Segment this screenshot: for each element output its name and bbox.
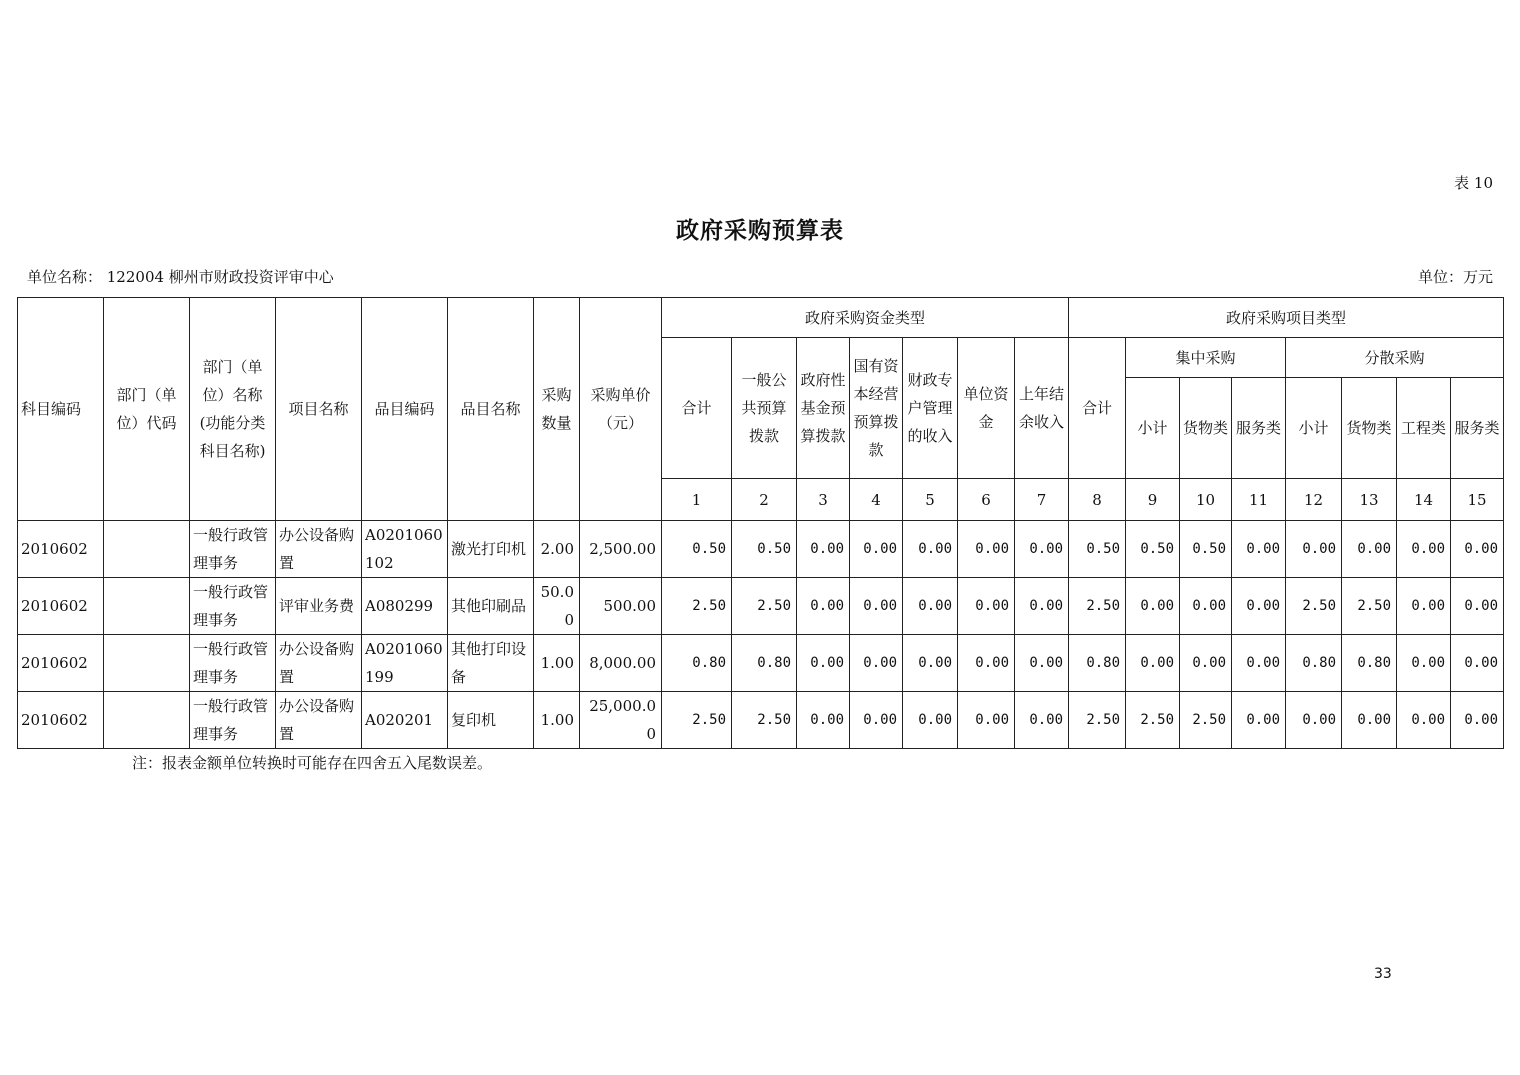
footnote: 注：报表金额单位转换时可能存在四舍五入尾数误差。 [132,754,493,772]
cell-amount: 2.50 [1342,578,1397,635]
cell-project-name: 办公设备购置 [276,521,362,578]
cell-quantity: 2.00 [534,521,580,578]
header-centralized-goods: 货物类 [1180,378,1232,479]
cell-amount: 0.00 [797,521,850,578]
column-number: 5 [903,479,958,521]
cell-amount: 2.50 [1286,578,1342,635]
cell-amount: 0.00 [1451,521,1504,578]
cell-dept-code [104,578,190,635]
header-decentralized-services: 服务类 [1451,378,1504,479]
header-gov-fund: 政府性基金预算拨款 [797,338,850,479]
cell-amount: 0.00 [797,635,850,692]
header-decentralized-subtotal: 小计 [1286,378,1342,479]
cell-amount: 0.00 [1232,692,1286,749]
page-number: 33 [1374,966,1392,982]
cell-subject-code: 2010602 [18,521,104,578]
cell-amount: 2.50 [1069,578,1126,635]
cell-amount: 0.00 [1342,692,1397,749]
cell-item-name: 其他印刷品 [448,578,534,635]
column-number: 2 [732,479,797,521]
cell-dept-name: 一般行政管理事务 [190,635,276,692]
cell-subject-code: 2010602 [18,635,104,692]
header-subject-code: 科目编码 [18,298,104,521]
cell-amount: 0.00 [1286,692,1342,749]
cell-subject-code: 2010602 [18,692,104,749]
cell-amount: 2.50 [732,578,797,635]
cell-amount: 0.80 [1342,635,1397,692]
cell-quantity: 1.00 [534,635,580,692]
cell-item-code: A0201060102 [362,521,448,578]
header-prior-balance: 上年结余收入 [1015,338,1069,479]
cell-amount: 2.50 [662,578,732,635]
cell-item-code: A0201060199 [362,635,448,692]
column-number: 6 [958,479,1015,521]
cell-item-code: A080299 [362,578,448,635]
cell-dept-name: 一般行政管理事务 [190,578,276,635]
header-unit-price: 采购单价（元） [580,298,662,521]
cell-item-code: A020201 [362,692,448,749]
cell-amount: 0.00 [1126,578,1180,635]
column-number: 8 [1069,479,1126,521]
cell-amount: 0.50 [662,521,732,578]
cell-amount: 2.50 [1180,692,1232,749]
header-dept-code: 部门（单位）代码 [104,298,190,521]
cell-unit-price: 500.00 [580,578,662,635]
cell-amount: 0.00 [903,635,958,692]
cell-amount: 0.50 [1126,521,1180,578]
cell-unit-price: 25,000.00 [580,692,662,749]
header-project-name: 项目名称 [276,298,362,521]
cell-amount: 0.00 [903,692,958,749]
cell-amount: 0.00 [958,635,1015,692]
column-number: 12 [1286,479,1342,521]
cell-dept-code [104,635,190,692]
header-fund-type-group: 政府采购资金类型 [662,298,1069,338]
header-centralized: 集中采购 [1126,338,1286,378]
cell-amount: 0.00 [1451,635,1504,692]
column-number: 15 [1451,479,1504,521]
cell-amount: 0.80 [1069,635,1126,692]
cell-amount: 0.00 [958,692,1015,749]
header-unit-funds: 单位资金 [958,338,1015,479]
table-number: 表 10 [1454,174,1493,192]
column-number: 3 [797,479,850,521]
cell-dept-name: 一般行政管理事务 [190,521,276,578]
cell-amount: 2.50 [732,692,797,749]
column-number: 4 [850,479,903,521]
cell-amount: 0.00 [797,578,850,635]
header-centralized-subtotal: 小计 [1126,378,1180,479]
cell-quantity: 1.00 [534,692,580,749]
cell-amount: 0.00 [1232,521,1286,578]
cell-amount: 0.00 [1180,635,1232,692]
cell-amount: 0.00 [1397,635,1451,692]
cell-amount: 0.00 [1286,521,1342,578]
header-project-total: 合计 [1069,338,1126,479]
cell-amount: 0.00 [1397,578,1451,635]
cell-amount: 0.00 [850,635,903,692]
column-number: 1 [662,479,732,521]
cell-item-name: 其他打印设备 [448,635,534,692]
cell-item-name: 复印机 [448,692,534,749]
cell-dept-code [104,521,190,578]
cell-amount: 0.00 [850,578,903,635]
header-dept-name: 部门（单位）名称(功能分类科目名称) [190,298,276,521]
cell-amount: 0.00 [958,578,1015,635]
cell-amount: 0.00 [1015,692,1069,749]
document-title: 政府采购预算表 [676,217,844,244]
column-number: 9 [1126,479,1180,521]
cell-amount: 0.00 [1451,578,1504,635]
header-general-public: 一般公共预算拨款 [732,338,797,479]
cell-amount: 0.00 [1397,692,1451,749]
table-row [18,692,1504,749]
header-decentralized-works: 工程类 [1397,378,1451,479]
cell-dept-name: 一般行政管理事务 [190,692,276,749]
cell-amount: 0.80 [732,635,797,692]
cell-amount: 0.00 [850,692,903,749]
procurement-budget-table [17,297,1504,749]
cell-amount: 0.00 [1232,578,1286,635]
cell-amount: 0.80 [662,635,732,692]
column-number: 14 [1397,479,1451,521]
header-special-account: 财政专户管理的收入 [903,338,958,479]
cell-amount: 0.00 [797,692,850,749]
table-row [18,521,1504,578]
cell-amount: 0.00 [903,578,958,635]
cell-amount: 0.00 [958,521,1015,578]
cell-unit-price: 8,000.00 [580,635,662,692]
header-decentralized-goods: 货物类 [1342,378,1397,479]
cell-amount: 0.00 [1180,578,1232,635]
cell-subject-code: 2010602 [18,578,104,635]
cell-amount: 0.00 [850,521,903,578]
cell-amount: 0.00 [1451,692,1504,749]
header-state-capital: 国有资本经营预算拨款 [850,338,903,479]
cell-amount: 0.00 [1015,635,1069,692]
cell-quantity: 50.00 [534,578,580,635]
cell-dept-code [104,692,190,749]
column-number: 13 [1342,479,1397,521]
cell-amount: 0.50 [1180,521,1232,578]
header-fund-total: 合计 [662,338,732,479]
cell-amount: 0.00 [1397,521,1451,578]
header-decentralized: 分散采购 [1286,338,1504,378]
cell-project-name: 办公设备购置 [276,692,362,749]
column-number: 7 [1015,479,1069,521]
column-number: 11 [1232,479,1286,521]
header-centralized-services: 服务类 [1232,378,1286,479]
unit-name: 单位名称： 122004 柳州市财政投资评审中心 [27,268,334,286]
cell-amount: 0.00 [1015,521,1069,578]
cell-amount: 2.50 [1126,692,1180,749]
cell-amount: 0.00 [1342,521,1397,578]
cell-amount: 0.00 [1126,635,1180,692]
cell-amount: 0.80 [1286,635,1342,692]
header-item-code: 品目编码 [362,298,448,521]
cell-amount: 0.50 [1069,521,1126,578]
cell-amount: 0.00 [903,521,958,578]
header-project-type-group: 政府采购项目类型 [1069,298,1504,338]
cell-unit-price: 2,500.00 [580,521,662,578]
cell-amount: 0.00 [1232,635,1286,692]
table-row [18,635,1504,692]
unit-measure: 单位：万元 [1417,268,1493,286]
header-item-name: 品目名称 [448,298,534,521]
cell-amount: 0.00 [1015,578,1069,635]
cell-project-name: 评审业务费 [276,578,362,635]
cell-item-name: 激光打印机 [448,521,534,578]
header-quantity: 采购数量 [534,298,580,521]
column-number: 10 [1180,479,1232,521]
table-row [18,578,1504,635]
cell-amount: 2.50 [1069,692,1126,749]
cell-amount: 0.50 [732,521,797,578]
cell-project-name: 办公设备购置 [276,635,362,692]
cell-amount: 2.50 [662,692,732,749]
